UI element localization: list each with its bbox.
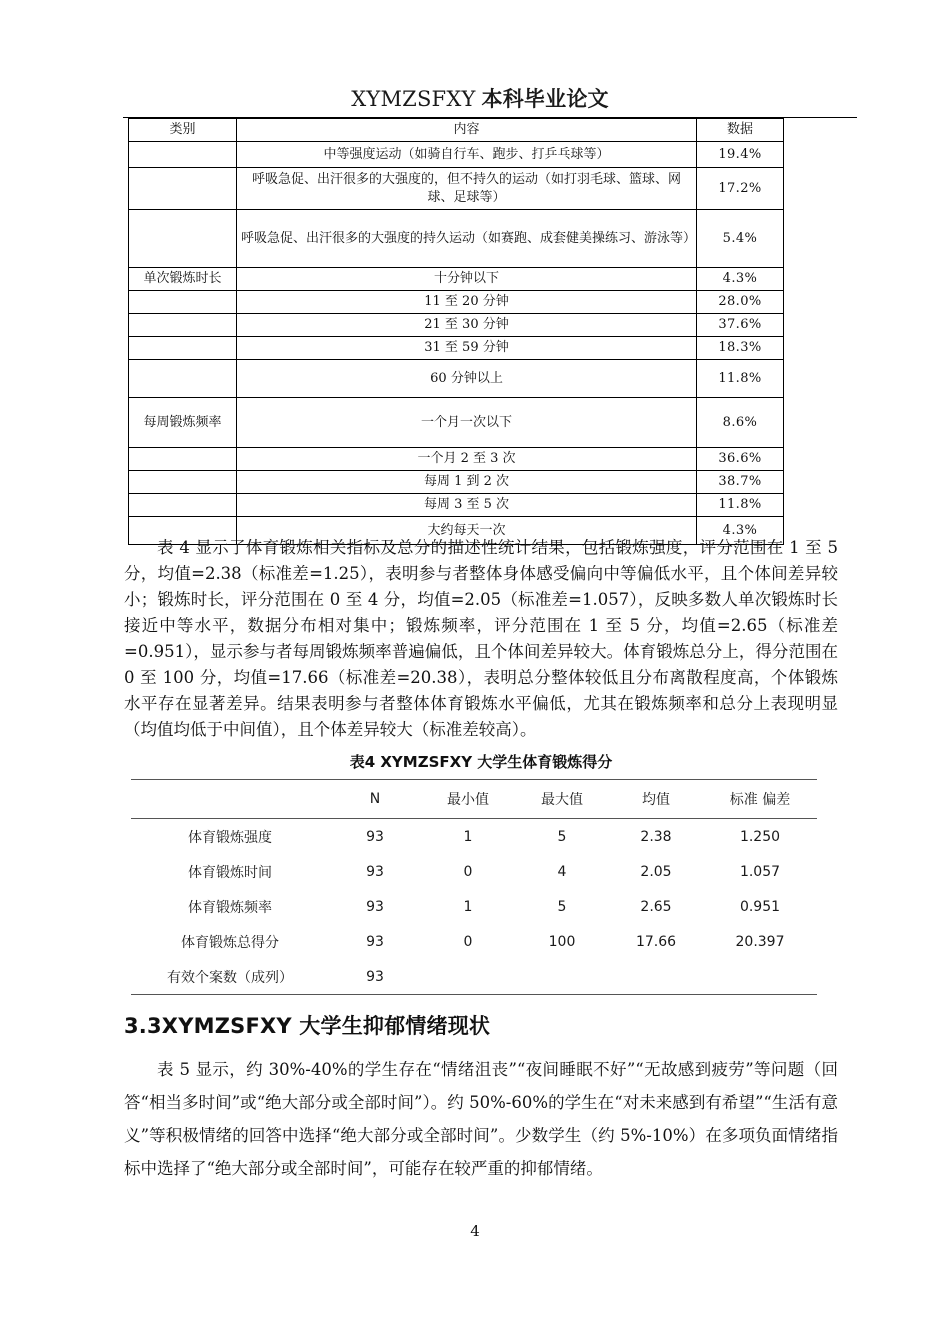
cell-label: 体育锻炼强度 xyxy=(131,819,329,855)
column-header-category: 类别 xyxy=(129,119,237,142)
table4-caption: 表4 XYMZSFXY 大学生体育锻炼得分 xyxy=(349,753,613,771)
cell-sd xyxy=(703,959,817,995)
cell-value: 8.6% xyxy=(697,398,784,448)
bottom-rule-cell xyxy=(131,995,329,996)
cell-content: 60 分钟以上 xyxy=(237,360,697,398)
score-table-bottom-rule-row xyxy=(131,995,817,996)
cell-mean xyxy=(609,959,703,995)
bottom-rule-cell xyxy=(609,995,703,996)
column-header-min: 最小值 xyxy=(421,780,515,819)
table-header-row xyxy=(129,119,784,142)
cell-value: 5.4% xyxy=(697,210,784,268)
cell-value: 4.3% xyxy=(697,268,784,291)
document-running-header xyxy=(122,86,838,112)
cell-value: 38.7% xyxy=(697,471,784,494)
table-row xyxy=(129,291,784,314)
cell-content: 21 至 30 分钟 xyxy=(237,314,697,337)
cell-category xyxy=(129,494,237,517)
table-row xyxy=(131,959,817,995)
cell-category: 每周锻炼频率 xyxy=(129,398,237,448)
cell-category xyxy=(129,448,237,471)
cell-label: 体育锻炼时间 xyxy=(188,864,272,881)
table-row xyxy=(129,494,784,517)
score-table-header-row xyxy=(131,780,817,819)
cell-category xyxy=(129,210,237,268)
cell-category: 单次锻炼时长 xyxy=(129,268,237,291)
survey-distribution-table xyxy=(128,118,784,545)
table-row xyxy=(129,360,784,398)
cell-label: 体育锻炼总得分 xyxy=(181,934,279,951)
survey-table-body xyxy=(129,142,784,545)
cell-category xyxy=(129,142,237,168)
cell-sd: 20.397 xyxy=(735,933,785,950)
cell-mean: 2.65 xyxy=(640,898,672,915)
cell-value: 11.8% xyxy=(697,494,784,517)
cell-label: 体育锻炼频率 xyxy=(188,899,272,916)
cell-n: 93 xyxy=(366,933,384,950)
cell-max: 4 xyxy=(557,863,567,880)
cell-label: 有效个案数（成列） xyxy=(167,969,293,986)
table-row xyxy=(129,142,784,168)
column-header-sd: 标准 偏差 xyxy=(703,780,817,819)
bottom-rule-cell xyxy=(421,995,515,996)
cell-content: 每周 1 到 2 次 xyxy=(237,471,697,494)
table-row xyxy=(129,210,784,268)
cell-value: 11.8% xyxy=(697,360,784,398)
cell-category xyxy=(129,337,237,360)
table-row xyxy=(129,337,784,360)
cell-mean: 17.66 xyxy=(635,933,677,950)
cell-value: 19.4% xyxy=(697,142,784,168)
column-header-blank xyxy=(131,780,329,819)
cell-mean: 2.38 xyxy=(609,819,703,855)
cell-sd: 1.250 xyxy=(703,819,817,855)
cell-content: 每周 3 至 5 次 xyxy=(237,494,697,517)
cell-content: 一个月 2 至 3 次 xyxy=(237,448,697,471)
header-latin-title: XYMZSFXY xyxy=(351,87,476,111)
column-header-n: N xyxy=(329,780,421,819)
table-row xyxy=(131,819,817,855)
cell-max: 5 xyxy=(515,819,609,855)
table-row xyxy=(129,268,784,291)
cell-max: 5 xyxy=(557,898,567,915)
cell-min xyxy=(421,959,515,995)
column-header-mean: 均值 xyxy=(609,780,703,819)
cell-max xyxy=(515,959,609,995)
cell-category xyxy=(129,360,237,398)
cell-value: 36.6% xyxy=(697,448,784,471)
cell-content: 一个月一次以下 xyxy=(237,398,697,448)
cell-category xyxy=(129,291,237,314)
cell-max: 100 xyxy=(548,933,576,950)
cell-n: 93 xyxy=(366,898,384,915)
cell-category xyxy=(129,471,237,494)
cell-content: 大约每天一次 xyxy=(237,517,697,545)
cell-min: 0 xyxy=(463,933,473,950)
cell-value: 18.3% xyxy=(697,337,784,360)
column-header-value: 数据 xyxy=(697,119,784,142)
cell-content: 呼吸急促、出汗很多的大强度的持久运动（如赛跑、成套健美操练习、游泳等） xyxy=(237,210,697,268)
bottom-rule-cell xyxy=(329,995,421,996)
cell-min: 1 xyxy=(463,898,473,915)
paragraph-descriptive-statistics: 表 4 显示了体育锻炼相关指标及总分的描述性统计结果，包括锻炼强度，评分范围在 1 至 5 分，均值=2.38（标准差=1.25），表明参与者整体身体感受偏向中等偏低水平，且个体间差异较小；锻炼时长，评分范围在 0 至 4 分，均值=2.05（标准差=1.057），反映多数人单次锻炼时长接近中等水平，数据分布相对集中；锻炼频率，评分范围在 1 至 5 分，均值=2.65（标准差=0.951），显示参与者每周锻炼频率普遍偏低，且个体间差异较大。体育锻炼总分上，得分范围在 0 至 100 分，均值=17.66（标准差=20.38），表明总分整体较低且分布离散程度高，个体锻炼水平存在显著差异。结果表明参与者整体体育锻炼水平偏低，尤其在锻炼频率和总分上表现明显（均值均低于中间值），且个体差异较大（标准差较高）。 xyxy=(124,537,838,739)
table-row xyxy=(131,924,817,959)
column-header-content: 内容 xyxy=(237,119,697,142)
cell-sd: 0.951 xyxy=(739,898,781,915)
cell-sd: 1.057 xyxy=(739,863,781,880)
paragraph-depression-findings: 表 5 显示，约 30%-40%的学生存在“情绪沮丧”“夜间睡眠不好”“无故感到疲劳”等问题（回答“相当多时间”或“绝大部分或全部时间”）。约 50%-60%的学生在“对未来感到有希望”“生活有意义”等积极情绪的回答中选择“绝大部分或全部时间”。少数学生（约 5%-10%）在多项负面情绪指标中选择了“绝大部分或全部时间”，可能存在较严重的抑郁情绪。 xyxy=(124,1059,838,1178)
table-row xyxy=(129,168,784,210)
cell-min: 0 xyxy=(463,863,473,880)
page-number: 4 xyxy=(470,1222,480,1240)
bottom-rule-cell xyxy=(703,995,817,996)
cell-min: 1 xyxy=(421,819,515,855)
cell-content: 31 至 59 分钟 xyxy=(237,337,697,360)
cell-content: 11 至 20 分钟 xyxy=(237,291,697,314)
table-row xyxy=(129,314,784,337)
section-heading-3-3: 3.3XYMZSFXY 大学生抑郁情绪现状 xyxy=(124,1014,491,1039)
score-table-body xyxy=(131,819,817,995)
bottom-rule-cell xyxy=(515,995,609,996)
cell-value: 4.3% xyxy=(697,517,784,545)
cell-value: 37.6% xyxy=(697,314,784,337)
cell-n: 93 xyxy=(329,819,421,855)
cell-content: 呼吸急促、出汗很多的大强度的，但不持久的运动（如打羽毛球、篮球、网球、足球等） xyxy=(237,168,697,210)
cell-n: 93 xyxy=(366,968,384,985)
column-header-max: 最大值 xyxy=(515,780,609,819)
cell-content: 十分钟以下 xyxy=(237,268,697,291)
score-table-head xyxy=(131,780,817,819)
cell-value: 17.2% xyxy=(697,168,784,210)
table-row xyxy=(131,854,817,889)
cell-mean: 2.05 xyxy=(640,863,672,880)
score-table-foot xyxy=(131,995,817,996)
cell-value: 28.0% xyxy=(697,291,784,314)
exercise-score-table xyxy=(131,779,817,995)
cell-n: 93 xyxy=(366,863,384,880)
cell-category xyxy=(129,168,237,210)
cell-category xyxy=(129,314,237,337)
table-row xyxy=(129,398,784,448)
header-cjk-title: 本科毕业论文 xyxy=(481,86,609,111)
cell-content: 中等强度运动（如骑自行车、跑步、打乒乓球等） xyxy=(237,142,697,168)
table-row xyxy=(129,448,784,471)
table-row xyxy=(131,889,817,924)
table-row xyxy=(129,471,784,494)
